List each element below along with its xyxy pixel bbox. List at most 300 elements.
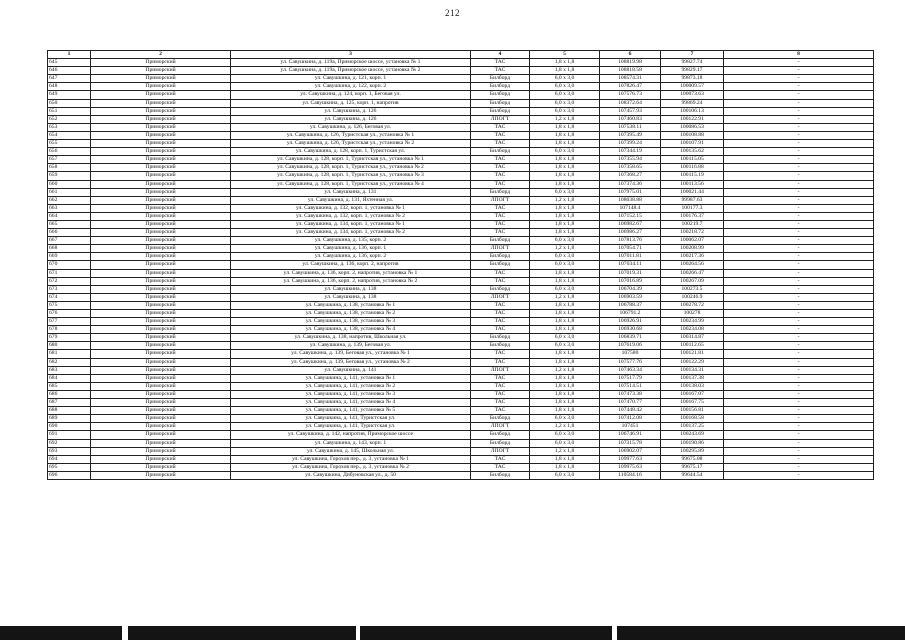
row-number-cell: 685 [48, 382, 91, 390]
address-cell: ул. Савушкина, д. 139, Беговая ул., установка № 1 [231, 350, 471, 358]
structure-type-cell: ТАС [471, 301, 530, 309]
note-cell: - [724, 447, 874, 455]
size-cell: 6,0 x 3,0 [530, 99, 600, 107]
size-cell: 1,8 x 1,8 [530, 220, 600, 228]
note-cell: - [724, 140, 874, 148]
coord-y-cell: 100234.08 [661, 326, 724, 334]
row-number-cell: 679 [48, 334, 91, 342]
district-cell: Приморский [91, 318, 231, 326]
structure-type-cell: ТАС [471, 212, 530, 220]
coord-y-cell: 100122.29 [661, 358, 724, 366]
note-cell: - [724, 350, 874, 358]
size-cell: 1,8 x 1,8 [530, 301, 600, 309]
coord-y-cell: 100021.44 [661, 188, 724, 196]
district-cell: Приморский [91, 59, 231, 67]
district-cell: Приморский [91, 115, 231, 123]
address-cell: ул. Савушкина, д. 141, установка № 4 [231, 399, 471, 407]
size-cell: 6,0 x 3,0 [530, 415, 600, 423]
structure-type-cell: ТАС [471, 455, 530, 463]
structure-type-cell: Билборд [471, 253, 530, 261]
district-cell: Приморский [91, 350, 231, 358]
column-header: 4 [471, 51, 530, 59]
size-cell: 1,8 x 1,8 [530, 59, 600, 67]
size-cell: 6,0 x 3,0 [530, 342, 600, 350]
address-cell: ул. Савушкина, д. 132, корп. 1, установка № 2 [231, 212, 471, 220]
row-number-cell: 660 [48, 180, 91, 188]
structure-type-cell: ТАС [471, 358, 530, 366]
size-cell: 1,8 x 1,8 [530, 310, 600, 318]
district-cell: Приморский [91, 107, 231, 115]
table-row [48, 164, 874, 172]
table-row [48, 148, 874, 156]
address-cell: ул. Савушкина, д. 138, установка № 1 [231, 301, 471, 309]
structure-type-cell: Билборд [471, 285, 530, 293]
row-number-cell: 648 [48, 83, 91, 91]
size-cell: 1,8 x 1,8 [530, 156, 600, 164]
size-cell: 1,8 x 1,8 [530, 204, 600, 212]
table-row [48, 131, 874, 139]
coord-y-cell: 100134.31 [661, 366, 724, 374]
structure-type-cell: ТАС [471, 269, 530, 277]
note-cell: - [724, 237, 874, 245]
district-cell: Приморский [91, 342, 231, 350]
coord-y-cell: 100218.72 [661, 229, 724, 237]
coord-y-cell: 100208.99 [661, 245, 724, 253]
coord-y-cell: 99829.17 [661, 67, 724, 75]
structure-type-cell: Билборд [471, 415, 530, 423]
district-cell: Приморский [91, 407, 231, 415]
coord-y-cell: 100106.13 [661, 107, 724, 115]
coord-x-cell: 107451 [600, 423, 661, 431]
district-cell: Приморский [91, 75, 231, 83]
table-row [48, 374, 874, 382]
address-cell: ул. Савушкина, д. 142, напротив, Приморское шоссе [231, 431, 471, 439]
note-cell: - [724, 334, 874, 342]
row-number-cell: 686 [48, 390, 91, 398]
size-cell: 1,8 x 1,8 [530, 358, 600, 366]
note-cell: - [724, 366, 874, 374]
note-cell: - [724, 131, 874, 139]
coord-y-cell: 100314.87 [661, 334, 724, 342]
address-cell: ул. Савушкина, д. 119а, Приморское шоссе, установка № 1 [231, 59, 471, 67]
coord-x-cell: 107412.08 [600, 415, 661, 423]
row-number-cell: 693 [48, 447, 91, 455]
structure-type-cell: ТАС [471, 123, 530, 131]
note-cell: - [724, 83, 874, 91]
column-header: 8 [724, 51, 874, 59]
address-cell: ул. Савушкина, д. 141, установка № 3 [231, 390, 471, 398]
size-cell: 6,0 x 3,0 [530, 107, 600, 115]
row-number-cell: 668 [48, 245, 91, 253]
district-cell: Приморский [91, 172, 231, 180]
table-row [48, 447, 874, 455]
coord-y-cell: 100190.86 [661, 439, 724, 447]
structure-type-cell: Билборд [471, 188, 530, 196]
coord-x-cell: 107473.38 [600, 390, 661, 398]
note-cell: - [724, 59, 874, 67]
size-cell: 1,8 x 1,8 [530, 399, 600, 407]
coord-x-cell: 106839.71 [600, 334, 661, 342]
row-number-cell: 665 [48, 220, 91, 228]
note-cell: - [724, 382, 874, 390]
coord-y-cell: 100113.56 [661, 180, 724, 188]
coord-y-cell: 99675.08 [661, 455, 724, 463]
note-cell: - [724, 399, 874, 407]
coord-y-cell: 100177.3 [661, 204, 724, 212]
address-cell: ул. Савушкина, д. 134, корп. 1, установка № 2 [231, 229, 471, 237]
table-row [48, 269, 874, 277]
size-cell: 1,2 x 1,8 [530, 196, 600, 204]
note-cell: - [724, 277, 874, 285]
structure-type-cell: ТАС [471, 172, 530, 180]
coord-y-cell: 100267.09 [661, 277, 724, 285]
note-cell: - [724, 99, 874, 107]
row-number-cell: 677 [48, 318, 91, 326]
table-row [48, 83, 874, 91]
note-cell: - [724, 229, 874, 237]
size-cell: 6,0 x 3,0 [530, 91, 600, 99]
size-cell: 6,0 x 3,0 [530, 253, 600, 261]
table-row [48, 301, 874, 309]
size-cell: 1,8 x 1,8 [530, 164, 600, 172]
column-header: 5 [530, 51, 600, 59]
note-cell: - [724, 293, 874, 301]
coord-y-cell: 100264.56 [661, 261, 724, 269]
district-cell: Приморский [91, 180, 231, 188]
coord-y-cell: 100115.05 [661, 156, 724, 164]
row-number-cell: 689 [48, 415, 91, 423]
coord-x-cell: 107619.06 [600, 342, 661, 350]
table-row [48, 431, 874, 439]
coord-x-cell: 106788.37 [600, 301, 661, 309]
size-cell: 6,0 x 3,0 [530, 439, 600, 447]
coord-x-cell: 107374.36 [600, 180, 661, 188]
coord-y-cell: 100168.58 [661, 415, 724, 423]
note-cell: - [724, 67, 874, 75]
coord-x-cell: 107395.49 [600, 131, 661, 139]
row-number-cell: 695 [48, 463, 91, 471]
address-cell: ул. Савушкина, д. 128, корп. 1, Туристская ул., установка № 4 [231, 180, 471, 188]
table-row [48, 156, 874, 164]
district-cell: Приморский [91, 196, 231, 204]
address-cell: ул. Савушкина, д. 124, корп. 1, Беговая ул. [231, 91, 471, 99]
note-cell: - [724, 390, 874, 398]
coord-x-cell: 107016.89 [600, 277, 661, 285]
coord-x-cell: 107577.76 [600, 358, 661, 366]
table-row [48, 172, 874, 180]
coord-x-cell: 108818.58 [600, 67, 661, 75]
table-row [48, 310, 874, 318]
coord-y-cell: 100167.07 [661, 390, 724, 398]
district-cell: Приморский [91, 455, 231, 463]
structure-type-cell: ТАС [471, 180, 530, 188]
row-number-cell: 691 [48, 431, 91, 439]
coord-y-cell: 100278.72 [661, 301, 724, 309]
district-cell: Приморский [91, 261, 231, 269]
structure-type-cell: ТАС [471, 390, 530, 398]
address-cell: ул. Савушкина, Дибуновская ул., д. 50 [231, 471, 471, 479]
structure-type-cell: ТАС [471, 318, 530, 326]
address-cell: ул. Савушкина, д. 138, установка № 2 [231, 310, 471, 318]
structure-type-cell: Билборд [471, 431, 530, 439]
note-cell: - [724, 75, 874, 83]
table-row [48, 107, 874, 115]
row-number-cell: 666 [48, 229, 91, 237]
address-cell: ул. Савушкина, Горохов пер., д. 3, установка № 1 [231, 455, 471, 463]
note-cell: - [724, 220, 874, 228]
address-cell: ул. Савушкина, д. 132, корп. 1, установка № 1 [231, 204, 471, 212]
note-cell: - [724, 107, 874, 115]
district-cell: Приморский [91, 415, 231, 423]
note-cell: - [724, 310, 874, 318]
district-cell: Приморский [91, 439, 231, 447]
address-cell: ул. Савушкина, д. 128, корп. 1, Туристская ул. [231, 148, 471, 156]
row-number-cell: 659 [48, 172, 91, 180]
district-cell: Приморский [91, 188, 231, 196]
row-number-cell: 683 [48, 366, 91, 374]
address-cell: ул. Савушкина, д. 136, корп. 2, напротив, установка № 2 [231, 277, 471, 285]
district-cell: Приморский [91, 204, 231, 212]
structure-type-cell: ТАС [471, 156, 530, 164]
coord-y-cell: 100112.65 [661, 342, 724, 350]
address-cell: ул. Савушкина, д. 131, Яхтенная ул. [231, 196, 471, 204]
district-cell: Приморский [91, 431, 231, 439]
address-cell: ул. Савушкина, д. 128, корп. 1, Туристская ул., установка № 3 [231, 172, 471, 180]
district-cell: Приморский [91, 374, 231, 382]
row-number-cell: 680 [48, 342, 91, 350]
size-cell: 6,0 x 3,0 [530, 431, 600, 439]
note-cell: - [724, 204, 874, 212]
column-header: 1 [48, 51, 91, 59]
size-cell: 1,2 x 1,8 [530, 293, 600, 301]
row-number-cell: 645 [48, 59, 91, 67]
district-cell: Приморский [91, 83, 231, 91]
district-cell: Приморский [91, 269, 231, 277]
coord-x-cell: 107517.79 [600, 374, 661, 382]
district-cell: Приморский [91, 301, 231, 309]
coord-x-cell: 106982.67 [600, 220, 661, 228]
note-cell: - [724, 148, 874, 156]
address-cell: ул. Савушкина, д. 143, корп. 1 [231, 439, 471, 447]
table-row [48, 229, 874, 237]
table-row [48, 350, 874, 358]
address-cell: ул. Савушкина, д. 134, корп. 1, установка № 1 [231, 220, 471, 228]
address-cell: ул. Савушкина, д. 139, Беговая ул. [231, 342, 471, 350]
coord-y-cell: 100295.89 [661, 447, 724, 455]
size-cell: 6,0 x 3,0 [530, 75, 600, 83]
structure-type-cell: Билборд [471, 83, 530, 91]
district-cell: Приморский [91, 253, 231, 261]
address-cell: ул. Савушкина, д. 126 [231, 115, 471, 123]
district-cell: Приморский [91, 99, 231, 107]
size-cell: 1,8 x 1,8 [530, 131, 600, 139]
structure-type-cell: ТАС [471, 463, 530, 471]
coord-y-cell: 100167.75 [661, 399, 724, 407]
address-cell: ул. Савушкина, д. 138, установка № 3 [231, 318, 471, 326]
table-row [48, 91, 874, 99]
table-row [48, 245, 874, 253]
district-cell: Приморский [91, 423, 231, 431]
note-cell: - [724, 180, 874, 188]
table-row [48, 358, 874, 366]
district-cell: Приморский [91, 212, 231, 220]
address-cell: ул. Савушкина, д. 141, установка № 5 [231, 407, 471, 415]
district-cell: Приморский [91, 131, 231, 139]
address-cell: ул. Савушкина, д. 138, установка № 4 [231, 326, 471, 334]
coord-y-cell: 100116.88 [661, 164, 724, 172]
size-cell: 1,8 x 1,8 [530, 140, 600, 148]
district-cell: Приморский [91, 399, 231, 407]
row-number-cell: 664 [48, 212, 91, 220]
row-number-cell: 684 [48, 374, 91, 382]
district-cell: Приморский [91, 463, 231, 471]
coord-x-cell: 107315.78 [600, 439, 661, 447]
header-row [48, 51, 874, 59]
coord-x-cell: 107011.81 [600, 253, 661, 261]
coord-x-cell: 107368.27 [600, 172, 661, 180]
note-cell: - [724, 269, 874, 277]
row-number-cell: 649 [48, 91, 91, 99]
placement-register-table [47, 50, 874, 480]
size-cell: 1,8 x 1,8 [530, 374, 600, 382]
coord-x-cell: 106986.27 [600, 229, 661, 237]
coord-y-cell: 100266.47 [661, 269, 724, 277]
address-cell: ул. Савушкина, д. 136, корп. 2, напротив, установка № 1 [231, 269, 471, 277]
coord-x-cell: 107148.4 [600, 204, 661, 212]
note-cell: - [724, 374, 874, 382]
row-number-cell: 661 [48, 188, 91, 196]
size-cell: 6,0 x 3,0 [530, 471, 600, 479]
district-cell: Приморский [91, 67, 231, 75]
coord-y-cell: 100137.25 [661, 423, 724, 431]
coord-x-cell: 107813.76 [600, 237, 661, 245]
coord-x-cell: 107975.01 [600, 188, 661, 196]
coord-x-cell: 107460.83 [600, 115, 661, 123]
note-cell: - [724, 439, 874, 447]
note-cell: - [724, 123, 874, 131]
table-row [48, 140, 874, 148]
table-row [48, 285, 874, 293]
coord-y-cell: 99987.63 [661, 196, 724, 204]
row-number-cell: 655 [48, 140, 91, 148]
district-cell: Приморский [91, 390, 231, 398]
structure-type-cell: ЛПОГТ [471, 366, 530, 374]
row-number-cell: 694 [48, 455, 91, 463]
address-cell: ул. Савушкина, д. 145, Школьная ул. [231, 447, 471, 455]
note-cell: - [724, 164, 874, 172]
table-row [48, 196, 874, 204]
note-cell: - [724, 342, 874, 350]
row-number-cell: 696 [48, 471, 91, 479]
table-row [48, 390, 874, 398]
size-cell: 1,2 x 1,8 [530, 423, 600, 431]
coord-y-cell: 100156.81 [661, 407, 724, 415]
coord-y-cell: 100115.19 [661, 172, 724, 180]
address-cell: ул. Савушкина, д. 126, Беговая ул. [231, 123, 471, 131]
structure-type-cell: ТАС [471, 382, 530, 390]
coord-y-cell: 99873.18 [661, 75, 724, 83]
coord-y-cell: 100246.9 [661, 293, 724, 301]
size-cell: 6,0 x 3,0 [530, 285, 600, 293]
structure-type-cell: ТАС [471, 399, 530, 407]
district-cell: Приморский [91, 156, 231, 164]
district-cell: Приморский [91, 326, 231, 334]
table-row [48, 59, 874, 67]
coord-x-cell: 106903.59 [600, 293, 661, 301]
address-cell: ул. Савушкина, д. 126, Туристская ул., установка № 1 [231, 131, 471, 139]
row-number-cell: 658 [48, 164, 91, 172]
table-row [48, 253, 874, 261]
structure-type-cell: Билборд [471, 439, 530, 447]
table-row [48, 115, 874, 123]
row-number-cell: 671 [48, 269, 91, 277]
coord-x-cell: 107152.15 [600, 212, 661, 220]
structure-type-cell: ЛПОГТ [471, 115, 530, 123]
coord-y-cell: 100219.7 [661, 220, 724, 228]
district-cell: Приморский [91, 334, 231, 342]
structure-type-cell: Билборд [471, 91, 530, 99]
coord-y-cell: 100073.63 [661, 91, 724, 99]
note-cell: - [724, 285, 874, 293]
size-cell: 1,8 x 1,8 [530, 67, 600, 75]
note-cell: - [724, 301, 874, 309]
row-number-cell: 653 [48, 123, 91, 131]
structure-type-cell: Билборд [471, 237, 530, 245]
size-cell: 1,2 x 1,8 [530, 115, 600, 123]
size-cell: 1,8 x 1,8 [530, 172, 600, 180]
structure-type-cell: Билборд [471, 261, 530, 269]
structure-type-cell: ЛПОГТ [471, 293, 530, 301]
coord-x-cell: 107034.11 [600, 261, 661, 269]
row-number-cell: 657 [48, 156, 91, 164]
district-cell: Приморский [91, 91, 231, 99]
note-cell: - [724, 253, 874, 261]
table-row [48, 463, 874, 471]
structure-type-cell: ТАС [471, 277, 530, 285]
coord-y-cell: 100243.69 [661, 431, 724, 439]
structure-type-cell: ТАС [471, 67, 530, 75]
row-number-cell: 681 [48, 350, 91, 358]
coord-x-cell: 107580 [600, 350, 661, 358]
structure-type-cell: ТАС [471, 229, 530, 237]
structure-type-cell: Билборд [471, 107, 530, 115]
table-row [48, 180, 874, 188]
size-cell: 6,0 x 3,0 [530, 148, 600, 156]
size-cell: 1,8 x 1,8 [530, 390, 600, 398]
row-number-cell: 650 [48, 99, 91, 107]
row-number-cell: 682 [48, 358, 91, 366]
coord-x-cell: 109977.63 [600, 455, 661, 463]
structure-type-cell: ЛПОГТ [471, 196, 530, 204]
district-cell: Приморский [91, 358, 231, 366]
district-cell: Приморский [91, 229, 231, 237]
coord-y-cell: 100176.37 [661, 212, 724, 220]
table-row [48, 204, 874, 212]
scan-bottom-edge [0, 626, 905, 640]
address-cell: ул. Савушкина, д. 141, Туристская ул. [231, 423, 471, 431]
size-cell: 6,0 x 3,0 [530, 188, 600, 196]
size-cell: 1,8 x 1,8 [530, 382, 600, 390]
coord-x-cell: 107019.31 [600, 269, 661, 277]
size-cell: 1,8 x 1,8 [530, 123, 600, 131]
coord-y-cell: 100217.36 [661, 253, 724, 261]
table-row [48, 439, 874, 447]
note-cell: - [724, 463, 874, 471]
structure-type-cell: ТАС [471, 131, 530, 139]
note-cell: - [724, 415, 874, 423]
coord-y-cell: 100138.03 [661, 382, 724, 390]
table-row [48, 293, 874, 301]
